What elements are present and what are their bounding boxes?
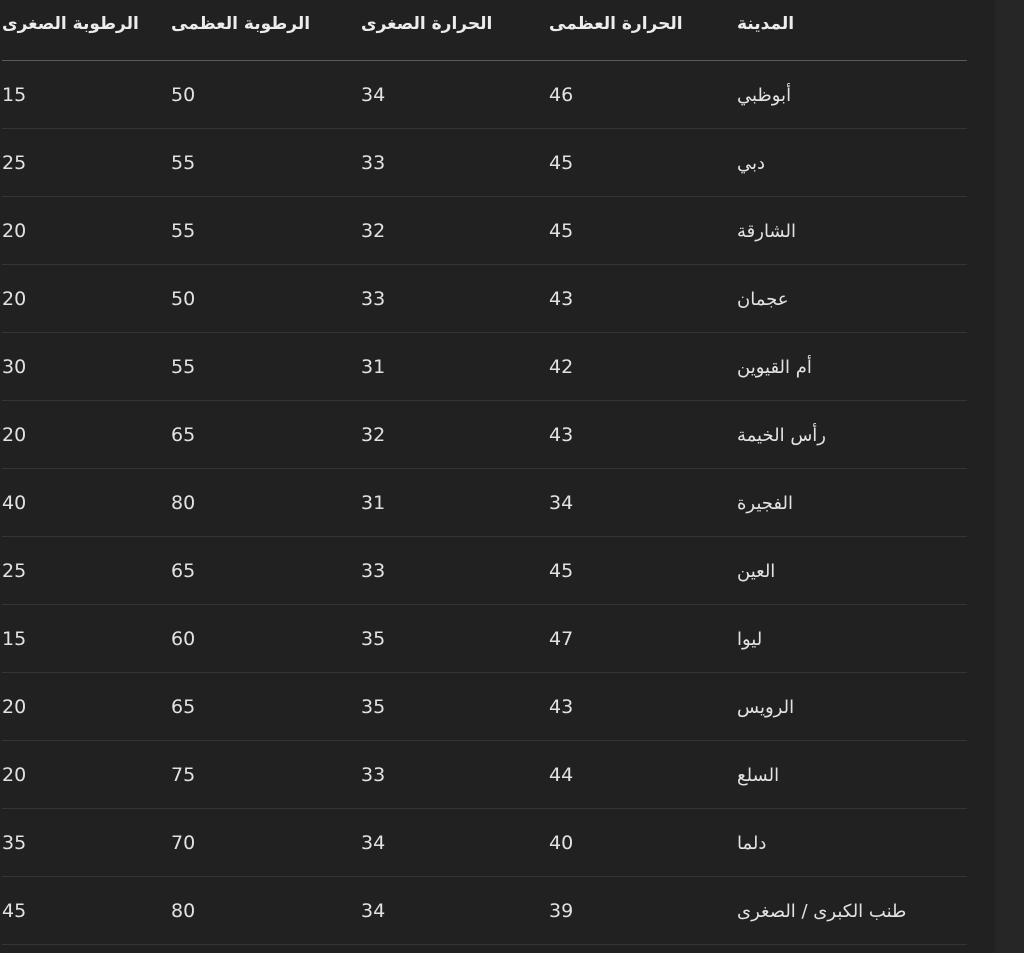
table-row xyxy=(2,61,967,129)
cell-humidity-max xyxy=(171,537,361,605)
cell-city xyxy=(737,537,967,605)
cell-temp-min xyxy=(361,673,549,741)
cell-temp-min xyxy=(361,537,549,605)
cell-humidity-max xyxy=(171,401,361,469)
cell-humidity-min xyxy=(2,197,171,265)
cell-humidity-min xyxy=(2,401,171,469)
table-row xyxy=(2,537,967,605)
cell-city xyxy=(737,605,967,673)
cell-temp-max xyxy=(549,197,737,265)
cell-humidity-max-text: 65 xyxy=(171,696,196,718)
cell-temp-min xyxy=(361,61,549,129)
cell-city xyxy=(737,673,967,741)
cell-temp-min-text: 32 xyxy=(361,220,386,242)
cell-temp-min xyxy=(361,741,549,809)
cell-humidity-min-text: 40 xyxy=(2,492,27,514)
cell-temp-max xyxy=(549,265,737,333)
cell-city xyxy=(737,197,967,265)
cell-temp-min-text: 31 xyxy=(361,356,386,378)
cell-humidity-min-text: 20 xyxy=(2,696,27,718)
cell-city-text: ليوا xyxy=(737,628,763,650)
cell-city xyxy=(737,61,967,129)
cell-temp-min xyxy=(361,809,549,877)
table-row xyxy=(2,673,967,741)
cell-city xyxy=(737,809,967,877)
cell-city xyxy=(737,333,967,401)
cell-city xyxy=(737,265,967,333)
cell-temp-max-text: 46 xyxy=(549,84,574,106)
cell-temp-max-text: 39 xyxy=(549,900,574,922)
cell-temp-max xyxy=(549,809,737,877)
cell-temp-min-text: 31 xyxy=(361,492,386,514)
cell-temp-max-text: 47 xyxy=(549,628,574,650)
cell-temp-min-text: 33 xyxy=(361,288,386,310)
cell-temp-max xyxy=(549,469,737,537)
cell-humidity-min-text: 45 xyxy=(2,900,27,922)
cell-humidity-min xyxy=(2,129,171,197)
table-header xyxy=(2,0,967,61)
cell-humidity-max-text: 75 xyxy=(171,764,196,786)
cell-temp-max xyxy=(549,61,737,129)
cell-temp-min-text: 34 xyxy=(361,900,386,922)
table-row xyxy=(2,401,967,469)
cell-temp-min xyxy=(361,401,549,469)
cell-humidity-max-text: 70 xyxy=(171,832,196,854)
cell-humidity-max-text: 55 xyxy=(171,356,196,378)
cell-humidity-min-text: 25 xyxy=(2,152,27,174)
cell-temp-min-text: 33 xyxy=(361,560,386,582)
cell-temp-min-text: 33 xyxy=(361,764,386,786)
cell-humidity-min xyxy=(2,605,171,673)
cell-humidity-min xyxy=(2,741,171,809)
cell-humidity-min xyxy=(2,673,171,741)
cell-humidity-max xyxy=(171,129,361,197)
weather-table xyxy=(2,0,967,945)
table-row xyxy=(2,877,967,945)
cell-temp-min-text: 35 xyxy=(361,628,386,650)
cell-humidity-max xyxy=(171,673,361,741)
cell-temp-min-text: 34 xyxy=(361,84,386,106)
cell-temp-max xyxy=(549,333,737,401)
cell-temp-max xyxy=(549,605,737,673)
cell-city xyxy=(737,741,967,809)
cell-temp-max-text: 43 xyxy=(549,424,574,446)
cell-humidity-max xyxy=(171,197,361,265)
cell-humidity-min-text: 35 xyxy=(2,832,27,854)
cell-city-text: طنب الكبرى / الصغرى xyxy=(737,900,907,922)
cell-humidity-max-text: 65 xyxy=(171,424,196,446)
cell-humidity-max xyxy=(171,741,361,809)
cell-temp-max-text: 40 xyxy=(549,832,574,854)
cell-humidity-min xyxy=(2,469,171,537)
cell-temp-min xyxy=(361,469,549,537)
cell-humidity-max-text: 50 xyxy=(171,84,196,106)
cell-city-text: العين xyxy=(737,560,776,582)
header-temp-max: الحرارة العظمى xyxy=(549,0,737,61)
cell-temp-max-text: 45 xyxy=(549,560,574,582)
cell-city-text: دبي xyxy=(737,152,766,174)
cell-city-text: أم القيوين xyxy=(737,356,812,378)
cell-humidity-max xyxy=(171,333,361,401)
cell-city-text: عجمان xyxy=(737,288,789,310)
cell-temp-max xyxy=(549,877,737,945)
cell-temp-min-text: 35 xyxy=(361,696,386,718)
cell-temp-max xyxy=(549,741,737,809)
cell-temp-min xyxy=(361,197,549,265)
cell-humidity-min xyxy=(2,877,171,945)
cell-temp-min-text: 33 xyxy=(361,152,386,174)
cell-humidity-min-text: 30 xyxy=(2,356,27,378)
cell-temp-min xyxy=(361,265,549,333)
cell-humidity-max-text: 50 xyxy=(171,288,196,310)
cell-humidity-min-text: 20 xyxy=(2,764,27,786)
cell-humidity-min-text: 15 xyxy=(2,628,27,650)
cell-humidity-min xyxy=(2,537,171,605)
cell-city-text: دلما xyxy=(737,832,767,854)
cell-city xyxy=(737,877,967,945)
cell-temp-max xyxy=(549,537,737,605)
cell-humidity-min-text: 15 xyxy=(2,84,27,106)
header-humidity-max: الرطوبة العظمى xyxy=(171,0,361,61)
table-row xyxy=(2,333,967,401)
cell-city xyxy=(737,401,967,469)
cell-temp-max xyxy=(549,401,737,469)
cell-humidity-min-text: 20 xyxy=(2,424,27,446)
scrollbar-track[interactable] xyxy=(995,0,1024,953)
cell-temp-min xyxy=(361,877,549,945)
cell-humidity-max-text: 55 xyxy=(171,220,196,242)
cell-city-text: الفجيرة xyxy=(737,492,794,514)
cell-city-text: الشارقة xyxy=(737,220,796,242)
cell-temp-min xyxy=(361,333,549,401)
cell-temp-max xyxy=(549,129,737,197)
cell-humidity-min xyxy=(2,265,171,333)
table-row xyxy=(2,809,967,877)
cell-humidity-max xyxy=(171,809,361,877)
cell-humidity-max-text: 60 xyxy=(171,628,196,650)
cell-city xyxy=(737,129,967,197)
cell-humidity-min xyxy=(2,333,171,401)
table-row xyxy=(2,129,967,197)
cell-humidity-max xyxy=(171,605,361,673)
cell-humidity-max xyxy=(171,265,361,333)
table-row xyxy=(2,741,967,809)
cell-temp-max-text: 43 xyxy=(549,696,574,718)
table-row xyxy=(2,265,967,333)
header-temp-min: الحرارة الصغرى xyxy=(361,0,549,61)
cell-humidity-min-text: 20 xyxy=(2,288,27,310)
header-humidity-min: الرطوبة الصغرى xyxy=(2,0,171,61)
cell-city-text: رأس الخيمة xyxy=(737,424,826,446)
cell-city-text: السلع xyxy=(737,764,780,786)
table-row xyxy=(2,605,967,673)
cell-temp-max-text: 45 xyxy=(549,152,574,174)
cell-humidity-max xyxy=(171,877,361,945)
cell-temp-max-text: 34 xyxy=(549,492,574,514)
cell-humidity-max-text: 80 xyxy=(171,492,196,514)
cell-humidity-max-text: 65 xyxy=(171,560,196,582)
table-body xyxy=(2,61,967,945)
cell-city-text: أبوظبي xyxy=(737,84,792,106)
cell-temp-min-text: 34 xyxy=(361,832,386,854)
cell-humidity-max-text: 55 xyxy=(171,152,196,174)
table-row xyxy=(2,197,967,265)
cell-humidity-min xyxy=(2,61,171,129)
cell-temp-max-text: 44 xyxy=(549,764,574,786)
cell-temp-max-text: 42 xyxy=(549,356,574,378)
header-row xyxy=(2,0,967,61)
header-city: المدينة xyxy=(737,0,967,61)
cell-temp-max-text: 45 xyxy=(549,220,574,242)
cell-temp-min xyxy=(361,129,549,197)
cell-humidity-min-text: 20 xyxy=(2,220,27,242)
cell-humidity-max xyxy=(171,61,361,129)
cell-humidity-min-text: 25 xyxy=(2,560,27,582)
table-row xyxy=(2,469,967,537)
cell-humidity-max xyxy=(171,469,361,537)
cell-humidity-max-text: 80 xyxy=(171,900,196,922)
cell-humidity-min xyxy=(2,809,171,877)
cell-temp-min xyxy=(361,605,549,673)
cell-temp-max-text: 43 xyxy=(549,288,574,310)
cell-city xyxy=(737,469,967,537)
cell-city-text: الرويس xyxy=(737,696,795,718)
cell-temp-max xyxy=(549,673,737,741)
cell-temp-min-text: 32 xyxy=(361,424,386,446)
